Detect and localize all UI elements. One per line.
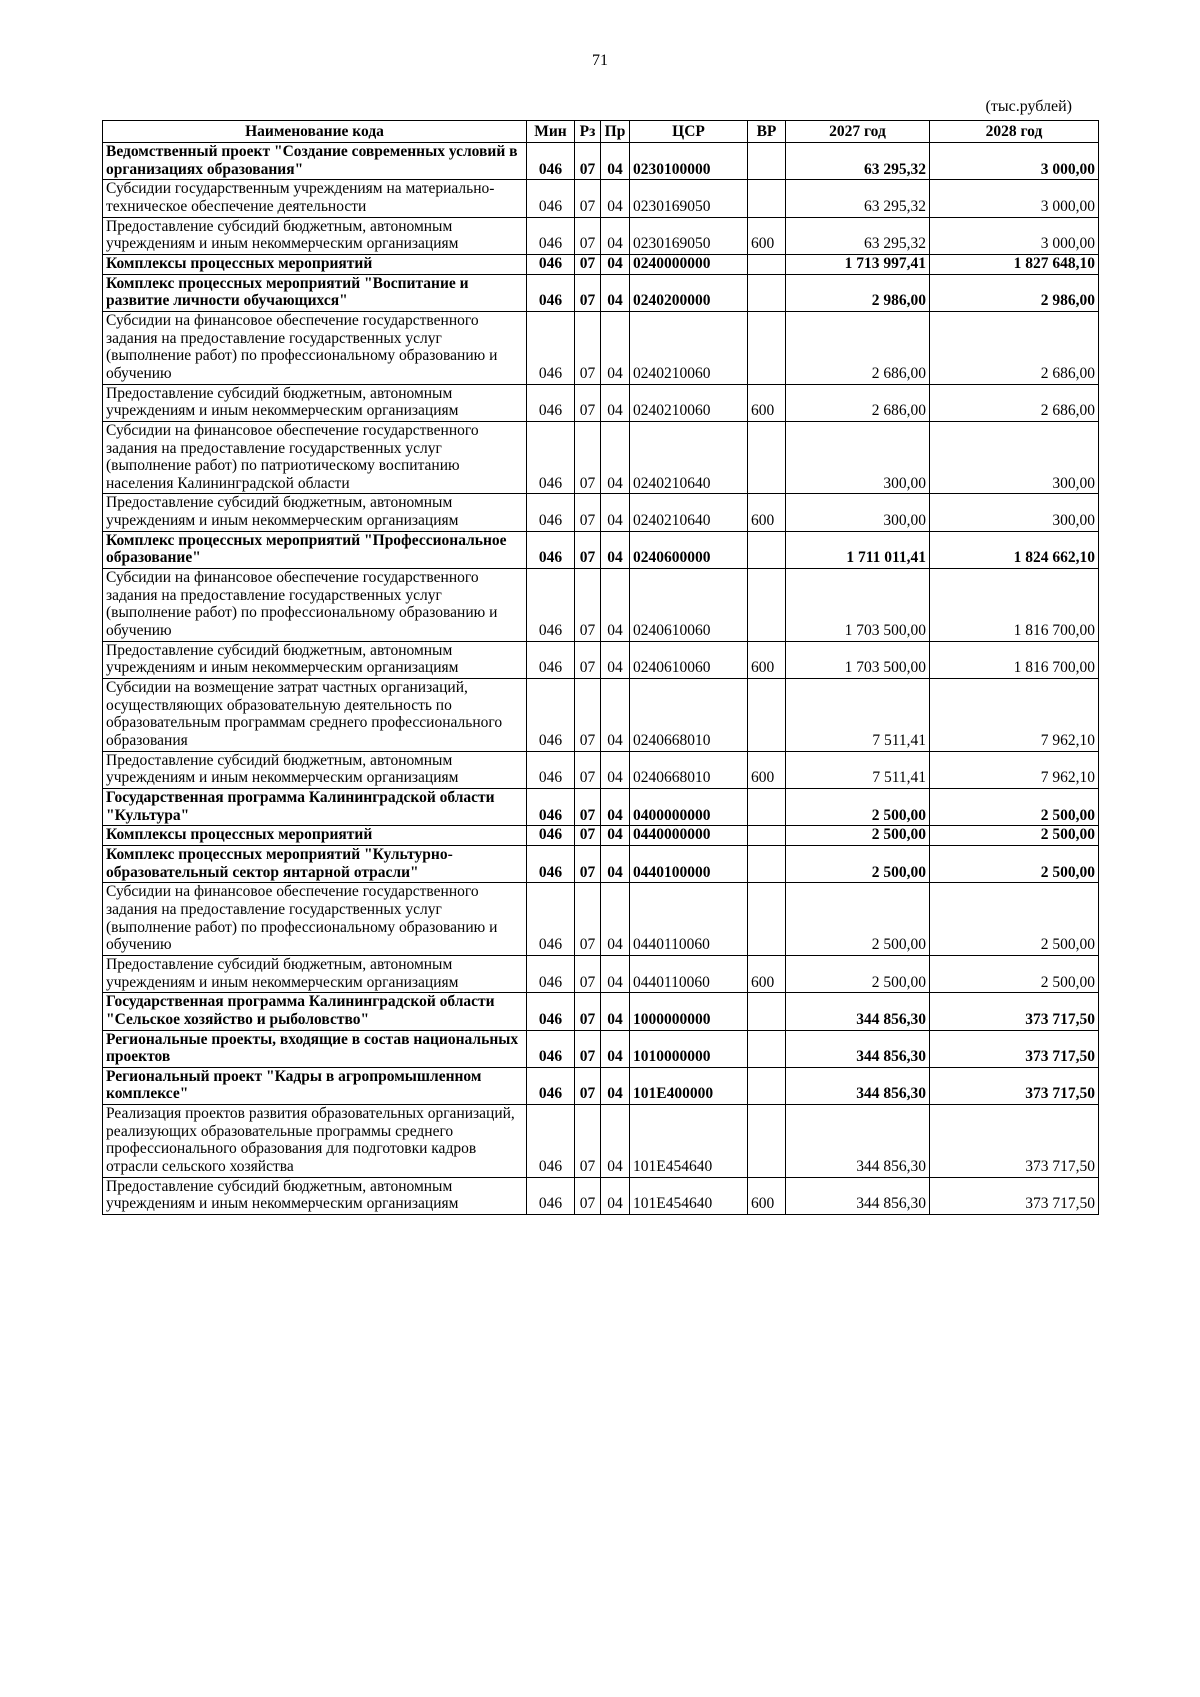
row-2028-amount: 2 686,00	[930, 311, 1099, 384]
row-name-cell: Предоставление субсидий бюджетным, автономным учреждениям и иным некоммерческим организациям	[103, 955, 527, 992]
row-2027-amount: 2 500,00	[786, 788, 930, 825]
header-vr: ВР	[748, 121, 786, 143]
row-vr-cell: 600	[748, 955, 786, 992]
row-2028-amount: 3 000,00	[930, 180, 1099, 217]
row-min-cell: 046	[527, 955, 575, 992]
row-2028-amount: 1 824 662,10	[930, 531, 1099, 568]
row-rz-cell: 07	[575, 311, 601, 384]
row-2028-amount: 300,00	[930, 494, 1099, 531]
table-row	[103, 1177, 1099, 1214]
row-rz-cell: 07	[575, 1177, 601, 1214]
row-vr-cell	[748, 883, 786, 956]
row-name-cell: Государственная программа Калининградской области "Сельское хозяйство и рыболовство"	[103, 993, 527, 1030]
row-csr-cell: 0240610060	[630, 641, 748, 678]
row-2028-amount: 2 500,00	[930, 883, 1099, 956]
budget-table	[102, 120, 1099, 1215]
row-min-cell: 046	[527, 254, 575, 274]
table-row	[103, 143, 1099, 180]
row-2027-amount: 2 686,00	[786, 384, 930, 421]
table-body	[103, 143, 1099, 1215]
row-2027-amount: 344 856,30	[786, 1105, 930, 1178]
row-pr-cell: 04	[601, 641, 630, 678]
row-name-cell: Предоставление субсидий бюджетным, автономным учреждениям и иным некоммерческим организациям	[103, 751, 527, 788]
table-row	[103, 788, 1099, 825]
row-pr-cell: 04	[601, 955, 630, 992]
table-row	[103, 883, 1099, 956]
row-vr-cell	[748, 826, 786, 846]
row-pr-cell: 04	[601, 180, 630, 217]
row-vr-cell: 600	[748, 641, 786, 678]
row-csr-cell: 0440100000	[630, 845, 748, 882]
row-min-cell: 046	[527, 1177, 575, 1214]
row-csr-cell: 0440110060	[630, 955, 748, 992]
row-min-cell: 046	[527, 679, 575, 752]
row-pr-cell: 04	[601, 1030, 630, 1067]
row-name-cell: Региональные проекты, входящие в состав национальных проектов	[103, 1030, 527, 1067]
row-pr-cell: 04	[601, 1105, 630, 1178]
row-vr-cell	[748, 274, 786, 311]
row-2028-amount: 373 717,50	[930, 1105, 1099, 1178]
row-2028-amount: 2 986,00	[930, 274, 1099, 311]
row-vr-cell	[748, 180, 786, 217]
row-csr-cell: 0230169050	[630, 180, 748, 217]
header-name: Наименование кода	[103, 121, 527, 143]
row-rz-cell: 07	[575, 641, 601, 678]
row-min-cell: 046	[527, 421, 575, 494]
row-name-cell: Предоставление субсидий бюджетным, автономным учреждениям и иным некоммерческим организациям	[103, 1177, 527, 1214]
row-pr-cell: 04	[601, 993, 630, 1030]
row-csr-cell: 0240210640	[630, 494, 748, 531]
row-2028-amount: 3 000,00	[930, 217, 1099, 254]
table-row	[103, 751, 1099, 788]
row-rz-cell: 07	[575, 531, 601, 568]
row-2027-amount: 63 295,32	[786, 180, 930, 217]
row-name-cell: Субсидии на финансовое обеспечение государственного задания на предоставление государственных услуг (выполнение работ) по профессиональному образованию и обучению	[103, 569, 527, 642]
row-name-cell: Комплекс процессных мероприятий "Культурно-образовательный сектор янтарной отрасли"	[103, 845, 527, 882]
row-2028-amount: 2 500,00	[930, 845, 1099, 882]
row-min-cell: 046	[527, 641, 575, 678]
row-rz-cell: 07	[575, 254, 601, 274]
row-min-cell: 046	[527, 993, 575, 1030]
row-name-cell: Комплекс процессных мероприятий "Воспитание и развитие личности обучающихся"	[103, 274, 527, 311]
row-2028-amount: 7 962,10	[930, 751, 1099, 788]
row-min-cell: 046	[527, 180, 575, 217]
row-rz-cell: 07	[575, 494, 601, 531]
row-rz-cell: 07	[575, 845, 601, 882]
row-min-cell: 046	[527, 788, 575, 825]
header-min: Мин	[527, 121, 575, 143]
row-pr-cell: 04	[601, 421, 630, 494]
row-csr-cell: 0440110060	[630, 883, 748, 956]
page-number: 71	[592, 52, 608, 69]
row-name-cell: Государственная программа Калининградской области "Культура"	[103, 788, 527, 825]
table-row	[103, 274, 1099, 311]
row-rz-cell: 07	[575, 955, 601, 992]
row-vr-cell	[748, 143, 786, 180]
row-pr-cell: 04	[601, 1067, 630, 1104]
header-2028: 2028 год	[930, 121, 1099, 143]
row-rz-cell: 07	[575, 384, 601, 421]
row-vr-cell: 600	[748, 217, 786, 254]
row-name-cell: Предоставление субсидий бюджетным, автономным учреждениям и иным некоммерческим организациям	[103, 217, 527, 254]
row-2027-amount: 7 511,41	[786, 751, 930, 788]
row-rz-cell: 07	[575, 217, 601, 254]
table-row	[103, 311, 1099, 384]
row-rz-cell: 07	[575, 679, 601, 752]
row-min-cell: 046	[527, 531, 575, 568]
row-min-cell: 046	[527, 311, 575, 384]
table-row	[103, 531, 1099, 568]
row-vr-cell	[748, 421, 786, 494]
row-name-cell: Ведомственный проект "Создание современных условий в организациях образования"	[103, 143, 527, 180]
row-min-cell: 046	[527, 845, 575, 882]
row-pr-cell: 04	[601, 751, 630, 788]
row-2027-amount: 2 500,00	[786, 845, 930, 882]
row-pr-cell: 04	[601, 788, 630, 825]
table-row	[103, 641, 1099, 678]
row-rz-cell: 07	[575, 143, 601, 180]
units-label: (тыс.рублей)	[985, 98, 1072, 115]
row-2028-amount: 7 962,10	[930, 679, 1099, 752]
row-rz-cell: 07	[575, 569, 601, 642]
row-min-cell: 046	[527, 883, 575, 956]
row-rz-cell: 07	[575, 788, 601, 825]
row-name-cell: Комплексы процессных мероприятий	[103, 254, 527, 274]
table-row	[103, 1105, 1099, 1178]
row-2027-amount: 2 500,00	[786, 955, 930, 992]
row-pr-cell: 04	[601, 254, 630, 274]
row-pr-cell: 04	[601, 531, 630, 568]
row-vr-cell	[748, 531, 786, 568]
row-csr-cell: 0230169050	[630, 217, 748, 254]
row-csr-cell: 1010000000	[630, 1030, 748, 1067]
row-pr-cell: 04	[601, 384, 630, 421]
row-2027-amount: 1 711 011,41	[786, 531, 930, 568]
row-rz-cell: 07	[575, 993, 601, 1030]
row-rz-cell: 07	[575, 751, 601, 788]
row-name-cell: Региональный проект "Кадры в агропромышленном комплексе"	[103, 1067, 527, 1104]
row-pr-cell: 04	[601, 494, 630, 531]
row-2027-amount: 300,00	[786, 494, 930, 531]
row-min-cell: 046	[527, 751, 575, 788]
row-name-cell: Комплекс процессных мероприятий "Профессиональное образование"	[103, 531, 527, 568]
row-csr-cell: 101Е454640	[630, 1105, 748, 1178]
table-row	[103, 826, 1099, 846]
row-pr-cell: 04	[601, 826, 630, 846]
row-2027-amount: 7 511,41	[786, 679, 930, 752]
row-2027-amount: 300,00	[786, 421, 930, 494]
row-name-cell: Субсидии государственным учреждениям на материально-техническое обеспечение деятельности	[103, 180, 527, 217]
row-rz-cell: 07	[575, 1030, 601, 1067]
row-vr-cell	[748, 1067, 786, 1104]
row-rz-cell: 07	[575, 1067, 601, 1104]
row-pr-cell: 04	[601, 679, 630, 752]
row-2028-amount: 1 816 700,00	[930, 641, 1099, 678]
row-2027-amount: 1 703 500,00	[786, 569, 930, 642]
row-pr-cell: 04	[601, 883, 630, 956]
table-row	[103, 679, 1099, 752]
row-2027-amount: 1 713 997,41	[786, 254, 930, 274]
row-csr-cell: 0240000000	[630, 254, 748, 274]
row-csr-cell: 0240210640	[630, 421, 748, 494]
row-min-cell: 046	[527, 217, 575, 254]
table-row	[103, 1030, 1099, 1067]
table-row	[103, 384, 1099, 421]
row-min-cell: 046	[527, 569, 575, 642]
row-pr-cell: 04	[601, 569, 630, 642]
row-rz-cell: 07	[575, 421, 601, 494]
row-name-cell: Комплексы процессных мероприятий	[103, 826, 527, 846]
row-name-cell: Предоставление субсидий бюджетным, автономным учреждениям и иным некоммерческим организациям	[103, 641, 527, 678]
row-2027-amount: 63 295,32	[786, 217, 930, 254]
row-min-cell: 046	[527, 826, 575, 846]
row-csr-cell: 0240668010	[630, 751, 748, 788]
row-2028-amount: 3 000,00	[930, 143, 1099, 180]
row-pr-cell: 04	[601, 217, 630, 254]
row-pr-cell: 04	[601, 143, 630, 180]
row-2028-amount: 373 717,50	[930, 1030, 1099, 1067]
row-csr-cell: 101Е454640	[630, 1177, 748, 1214]
row-csr-cell: 0240668010	[630, 679, 748, 752]
row-vr-cell: 600	[748, 751, 786, 788]
row-2028-amount: 2 500,00	[930, 826, 1099, 846]
row-2028-amount: 2 500,00	[930, 788, 1099, 825]
row-2027-amount: 63 295,32	[786, 143, 930, 180]
row-2028-amount: 1 827 648,10	[930, 254, 1099, 274]
row-name-cell: Предоставление субсидий бюджетным, автономным учреждениям и иным некоммерческим организациям	[103, 494, 527, 531]
row-rz-cell: 07	[575, 826, 601, 846]
row-min-cell: 046	[527, 494, 575, 531]
header-rz: Рз	[575, 121, 601, 143]
row-2027-amount: 2 500,00	[786, 883, 930, 956]
row-name-cell: Субсидии на возмещение затрат частных организаций, осуществляющих образовательную деятельность по образовательным программам среднего профессионального образования	[103, 679, 527, 752]
table-header-row	[103, 121, 1099, 143]
row-rz-cell: 07	[575, 274, 601, 311]
table-row	[103, 217, 1099, 254]
row-vr-cell	[748, 788, 786, 825]
table-row	[103, 569, 1099, 642]
row-csr-cell: 0230100000	[630, 143, 748, 180]
row-min-cell: 046	[527, 1105, 575, 1178]
row-name-cell: Реализация проектов развития образовательных организаций, реализующих образовательные программы среднего профессионального образования для подготовки кадров отрасли сельского хозяйства	[103, 1105, 527, 1178]
table-row	[103, 494, 1099, 531]
row-2028-amount: 373 717,50	[930, 1177, 1099, 1214]
table-row	[103, 845, 1099, 882]
row-csr-cell: 1000000000	[630, 993, 748, 1030]
row-min-cell: 046	[527, 143, 575, 180]
table-row	[103, 955, 1099, 992]
row-vr-cell	[748, 845, 786, 882]
row-2027-amount: 2 500,00	[786, 826, 930, 846]
header-pr: Пр	[601, 121, 630, 143]
row-2027-amount: 1 703 500,00	[786, 641, 930, 678]
header-2027: 2027 год	[786, 121, 930, 143]
row-pr-cell: 04	[601, 1177, 630, 1214]
row-vr-cell	[748, 569, 786, 642]
row-pr-cell: 04	[601, 311, 630, 384]
row-rz-cell: 07	[575, 180, 601, 217]
row-2028-amount: 373 717,50	[930, 1067, 1099, 1104]
row-min-cell: 046	[527, 384, 575, 421]
table-row	[103, 1067, 1099, 1104]
row-rz-cell: 07	[575, 1105, 601, 1178]
row-name-cell: Предоставление субсидий бюджетным, автономным учреждениям и иным некоммерческим организациям	[103, 384, 527, 421]
row-csr-cell: 0240200000	[630, 274, 748, 311]
row-vr-cell: 600	[748, 494, 786, 531]
row-min-cell: 046	[527, 1067, 575, 1104]
row-2028-amount: 2 500,00	[930, 955, 1099, 992]
row-vr-cell: 600	[748, 384, 786, 421]
row-csr-cell: 0400000000	[630, 788, 748, 825]
row-vr-cell	[748, 1105, 786, 1178]
row-2027-amount: 344 856,30	[786, 1177, 930, 1214]
row-vr-cell	[748, 993, 786, 1030]
row-name-cell: Субсидии на финансовое обеспечение государственного задания на предоставление государственных услуг (выполнение работ) по профессиональному образованию и обучению	[103, 883, 527, 956]
row-csr-cell: 0240600000	[630, 531, 748, 568]
row-vr-cell	[748, 254, 786, 274]
row-2028-amount: 373 717,50	[930, 993, 1099, 1030]
row-2027-amount: 2 686,00	[786, 311, 930, 384]
row-2027-amount: 344 856,30	[786, 1030, 930, 1067]
row-2027-amount: 344 856,30	[786, 993, 930, 1030]
row-vr-cell	[748, 679, 786, 752]
row-csr-cell: 0440000000	[630, 826, 748, 846]
table-row	[103, 993, 1099, 1030]
row-pr-cell: 04	[601, 274, 630, 311]
table-row	[103, 254, 1099, 274]
table-row	[103, 421, 1099, 494]
row-2028-amount: 1 816 700,00	[930, 569, 1099, 642]
row-name-cell: Субсидии на финансовое обеспечение государственного задания на предоставление государственных услуг (выполнение работ) по профессиональному образованию и обучению	[103, 311, 527, 384]
row-2028-amount: 2 686,00	[930, 384, 1099, 421]
row-name-cell: Субсидии на финансовое обеспечение государственного задания на предоставление государственных услуг (выполнение работ) по патриотическому воспитанию населения Калининградской области	[103, 421, 527, 494]
row-2027-amount: 2 986,00	[786, 274, 930, 311]
row-rz-cell: 07	[575, 883, 601, 956]
row-csr-cell: 101Е400000	[630, 1067, 748, 1104]
row-csr-cell: 0240210060	[630, 384, 748, 421]
row-csr-cell: 0240610060	[630, 569, 748, 642]
table-row	[103, 180, 1099, 217]
row-2027-amount: 344 856,30	[786, 1067, 930, 1104]
row-min-cell: 046	[527, 274, 575, 311]
row-vr-cell	[748, 311, 786, 384]
row-pr-cell: 04	[601, 845, 630, 882]
row-min-cell: 046	[527, 1030, 575, 1067]
row-vr-cell: 600	[748, 1177, 786, 1214]
row-vr-cell	[748, 1030, 786, 1067]
header-csr: ЦСР	[630, 121, 748, 143]
row-2028-amount: 300,00	[930, 421, 1099, 494]
row-csr-cell: 0240210060	[630, 311, 748, 384]
